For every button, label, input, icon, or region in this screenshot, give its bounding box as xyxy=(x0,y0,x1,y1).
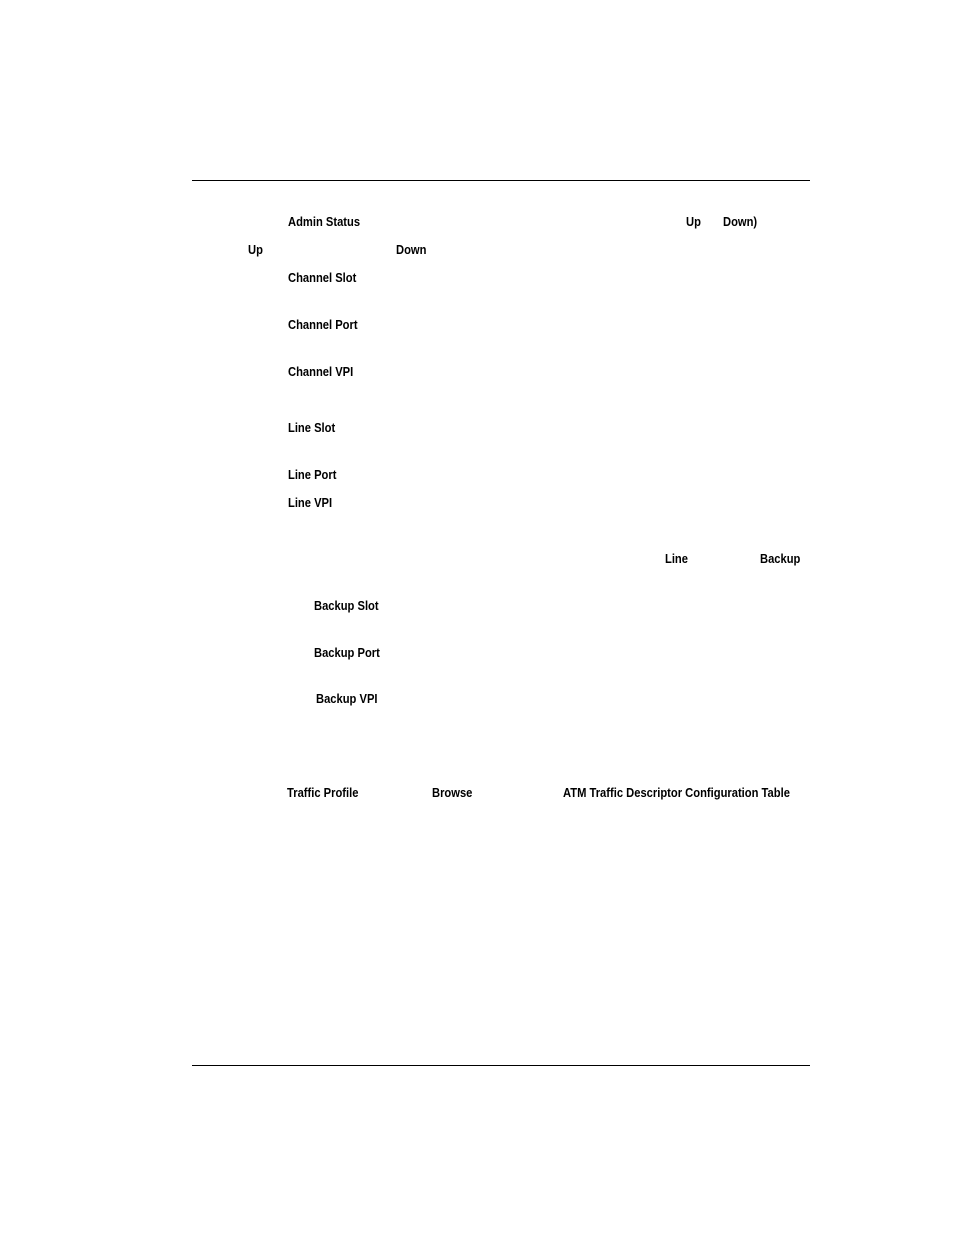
line-ref-term: Line xyxy=(665,551,688,566)
line-slot-term: Line Slot xyxy=(288,420,336,435)
down-option-term: Down) xyxy=(723,214,758,229)
line-vpi-term: Line VPI xyxy=(288,495,333,510)
backup-vpi-term: Backup VPI xyxy=(316,691,378,706)
channel-port-term: Channel Port xyxy=(288,317,358,332)
backup-port-term: Backup Port xyxy=(314,645,380,660)
admin-status-term: Admin Status xyxy=(288,214,361,229)
footer-rule xyxy=(192,1065,810,1066)
backup-ref-term: Backup xyxy=(760,551,801,566)
up-option-term: Up xyxy=(686,214,701,229)
down-value-term: Down xyxy=(396,242,427,257)
backup-slot-term: Backup Slot xyxy=(314,598,379,613)
traffic-profile-term: Traffic Profile xyxy=(287,785,359,800)
channel-slot-term: Channel Slot xyxy=(288,270,357,285)
header-rule xyxy=(192,180,810,181)
channel-vpi-term: Channel VPI xyxy=(288,364,354,379)
up-value-term: Up xyxy=(248,242,263,257)
atm-traffic-table-term: ATM Traffic Descriptor Configuration Table xyxy=(563,785,790,800)
browse-term: Browse xyxy=(432,785,473,800)
line-port-term: Line Port xyxy=(288,467,337,482)
